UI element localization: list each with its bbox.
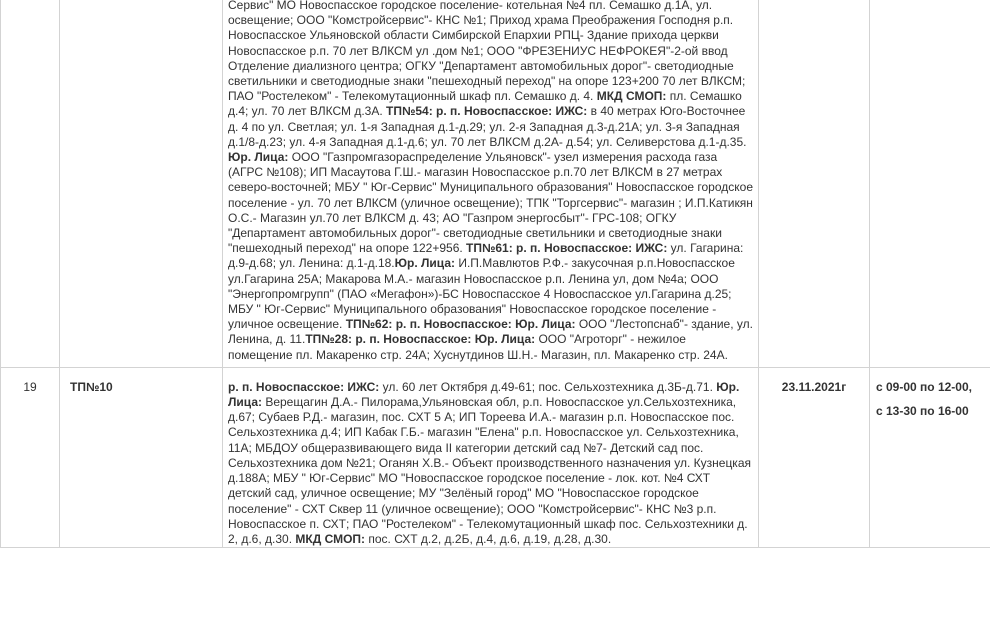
description-bold-segment: ТП№61: р. п. Новоспасское: ИЖС: — [466, 241, 668, 256]
description-segment: ООО "Агроторг" - нежилое помещение пл. Макаренко стр. 24А; Хуснутдинов Ш.Н.- Магазин, пл. Макаренко стр. 24А. — [228, 332, 728, 362]
row-number-cell — [1, 0, 60, 367]
consumers-cell — [223, 367, 759, 547]
date-cell — [759, 0, 870, 367]
description-segment: ул. 60 лет Октября д.49-61; пос. Сельхозтехника д.3Б-д.71. — [379, 379, 717, 394]
description-segment: пос. СХТ д.2, д.2Б, д.4, д.6, д.19, д.28, д.30. — [365, 531, 612, 546]
table-row — [1, 0, 990, 367]
substation-cell — [60, 0, 223, 367]
description-bold-segment: Юр. Лица: — [394, 256, 456, 271]
description-bold-segment: МКД СМОП: — [596, 89, 667, 104]
description-segment: ул. Гагарина: д.9-д.68; ул. Ленина: д.1-д.18. — [228, 241, 744, 271]
time-interval: с 09-00 по 12-00, — [876, 379, 972, 394]
description-segment: в 40 метрах Юго-Восточнее д. 4 по ул. Светлая; ул. 1-я Западная д.1-д.29; ул. 2-я Западная д.3-д.21А; ул. 3-я Западная д.1/8-д.23; ул. 4-я Западная д.1-д.6; ул. 70 лет ВЛКСМ д.2А- д.54; ул. Селиверстова д.1-д.35. — [228, 104, 747, 149]
description-segment: Верещагин Д.А.- Пилорама,Ульяновская обл, р.п. Новоспасское ул.Сельхозтехника, д.67; Субаев Р.Д.- магазин, пос. СХТ 5 А; ИП Тореева И.А.- магазин р.п. Новоспасское пос. Сельхозтехника д.4; ИП Кабак Г.Б.- магазин "Елена" р.п. Новоспасское ул. Сельхозтехника, 11А; МБДОУ общеразвивающего вида II категории детский сад №7- Детский сад пос. Сельхозтехника дом №21; Оганян Х.В.- Объект производственного назначения ул. Кузнецкая д.188А; МБУ " Юг-Сервис" МО "Новоспасское городское поселение - лок. кот. №4 СХТ детский сад, уличное освещение; МУ "Зелёный город" МО "Новоспасское городское поселение" - СХТ Сквер 11 (уличное освещение); ООО "Комстройсервис"- КНС №3 р.п. Новоспасское п. СХТ; ПАО "Ростелеком" - Телекомутационный шкаф пос. Сельхозтехники д. 2, д.6, д.30. — [228, 395, 751, 546]
description-segment: И.П.Мавлютов Р.Ф.- закусочная р.п.Новоспасское ул.Гагарина 25А; Макарова М.А.- магазин Новоспасское р.п. Ленина ул, дом №4а; ООО "Энергопромгрупп" (ПАО «Мегафон»)-БС Новоспасское 4 Новоспасское ул.Гагарина д.25; МБУ " Юг-Сервис" Муниципального образования" Новоспасское городское поселение - уличное освещение. — [228, 256, 735, 332]
date-cell: 23.11.2021г — [759, 367, 870, 547]
time-cell — [870, 0, 990, 367]
consumers-cell — [223, 0, 759, 367]
time-cell — [870, 367, 990, 547]
description-bold-segment: Юр. Лица: — [228, 379, 740, 410]
description-bold-segment: ТП№62: р. п. Новоспасское: Юр. Лица: — [345, 317, 576, 332]
description-segment: пл. Семашко д.4; ул. 70 лет ВЛКСМ д.3А. — [228, 89, 742, 119]
description-segment: Сервис" МО Новоспасское городское поселение- котельная №4 пл. Семашко д.1А, ул. освещение; ООО "Комстройсервис"- КНС №1; Приход храма Преображения Господня р.п. Новоспасское Ульяновской области Симбирской Епархии РПЦ- Здание прихода церкви Новоспасское р.п. 70 лет ВЛКСМ ул .дом №1; ООО "ФРЕЗЕНИУС НЕФРОКЕЯ"-2-ой ввод Отделение диализного центра; ОГКУ "Департамент автомобильных дорог"- светодиодные светильники и светодиодные знаки "пешеходный переход" на опоре 123+200 70 лет ВЛКСМ; ПАО "Ростелеком" - Телекомутационный шкаф пл. Семашко д. 4. — [228, 0, 746, 104]
description-segment: ООО "Газпромгазораспределение Ульяновск"- узел измерения расхода газа (АГРС №108); ИП Масаутова Г.Ш.- магазин Новоспасское р.п.70 лет ВЛКСМ в 27 метрах северо-восточней; МБУ " Юг-Сервис" Муниципального образования" Новоспасское городское поселение - ул. 70 лет ВЛКСМ (уличное освещение); ТПК "Торгсервис"- магазин ; И.П.Катикян О.С.- Магазин ул.70 лет ВЛКСМ д. 43; АО "Газпром энергосбыт"- ГРС-108; ОГКУ "Департамент автомобильных дорог"- светодиодные светильники и светодиодные знаки "пешеходный переход" на опоре 122+956. — [228, 150, 753, 256]
description-bold-segment: МКД СМОП: — [295, 531, 366, 546]
description-segment: ООО "Лестопснаб"- здание, ул. Ленина, д. 11. — [228, 317, 753, 347]
time-interval: с 13-30 по 16-00 — [876, 404, 969, 419]
description-bold-segment: ТП№54: р. п. Новоспасское: ИЖС: — [386, 104, 588, 119]
description-bold-segment: Юр. Лица: — [228, 150, 289, 165]
row-number-cell: 19 — [1, 367, 60, 547]
table-row — [1, 367, 990, 547]
description-bold-segment: ТП№28: р. п. Новоспасское: Юр. Лица: — [305, 332, 536, 347]
substation-cell: ТП№10 — [60, 367, 223, 547]
description-bold-segment: р. п. Новоспасское: ИЖС: — [228, 379, 380, 394]
